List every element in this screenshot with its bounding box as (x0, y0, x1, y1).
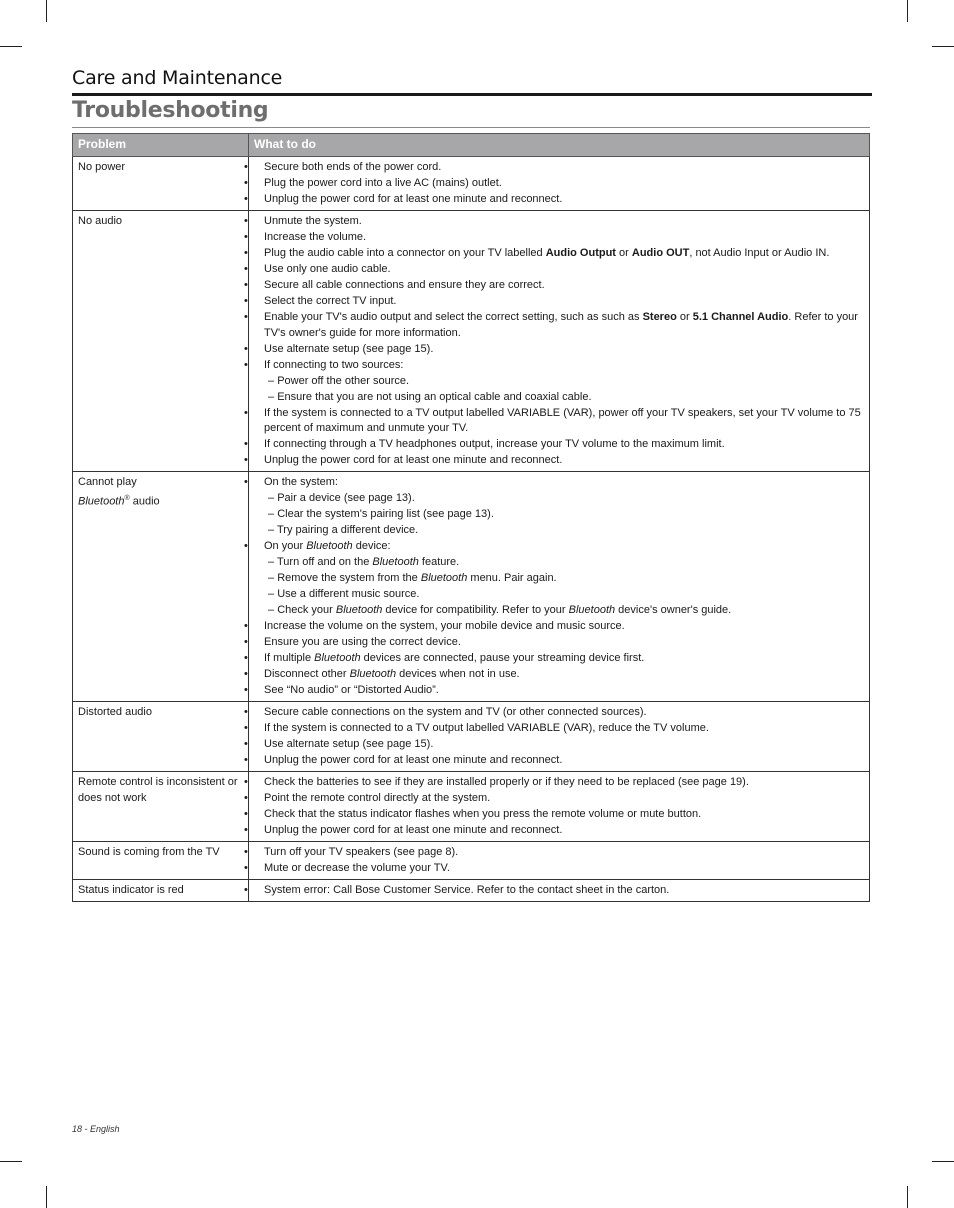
list-item: • Use alternate setup (see page 15). (244, 738, 434, 750)
list-item: • Check the batteries to see if they are installed properly or if they need to be replaced (see page 19). (244, 776, 749, 788)
list-item: • If the system is connected to a TV output labelled VARIABLE (VAR), power off your TV speakers, set your TV volume to 75 percent of maximum and unmute your TV. (244, 406, 861, 434)
actions-cell (244, 772, 870, 842)
crop-mark (46, 1186, 47, 1208)
crop-mark (0, 1161, 22, 1162)
list-item: • On the system: (244, 476, 338, 488)
list-item: • Plug the audio cable into a connector on your TV labelled Audio Output or Audio OUT, not Audio Input or Audio IN. (244, 247, 830, 259)
list-item: • Unmute the system. (244, 215, 362, 227)
column-header-what-to-do: What to do (249, 134, 870, 157)
crop-mark (932, 1161, 954, 1162)
list-item: • See “No audio” or “Distorted Audio”. (244, 684, 439, 696)
sub-list-item: – Check your Bluetooth device for compatibility. Refer to your Bluetooth device's owner's guide. (268, 604, 732, 616)
problem-cell: Remote control is inconsistent or does not work (73, 772, 249, 842)
list-item: • Use only one audio cable. (244, 263, 391, 275)
problem-cell: Distorted audio (73, 702, 249, 772)
sub-list-item: – Try pairing a different device. (268, 524, 419, 536)
actions-cell (244, 157, 870, 211)
list-item: • On your Bluetooth device: (244, 540, 391, 552)
table-row (73, 880, 870, 902)
table-row (73, 211, 870, 472)
list-item: • Enable your TV's audio output and select the correct setting, such as such as Stereo or 5.1 Channel Audio. Refer to your TV's owner's guide for more information. (244, 311, 858, 339)
crop-mark (46, 0, 47, 22)
problem-cell: Sound is coming from the TV (73, 842, 249, 880)
list-item: • Ensure you are using the correct device. (244, 636, 461, 648)
list-item: • Unplug the power cord for at least one minute and reconnect. (244, 824, 563, 836)
section-rule (72, 93, 872, 96)
crop-mark (907, 0, 908, 22)
list-item: • If connecting to two sources: (244, 358, 404, 371)
title-rule (72, 127, 870, 128)
problem-cell: Cannot play Bluetooth® audio (73, 472, 249, 702)
section-title: Care and Maintenance (72, 67, 283, 89)
list-item: • If connecting through a TV headphones output, increase your TV volume to the maximum limit. (244, 438, 725, 450)
list-item: • Plug the power cord into a live AC (mains) outlet. (244, 177, 502, 189)
table-row (73, 772, 870, 842)
table-row (73, 842, 870, 880)
column-header-problem: Problem (73, 134, 249, 157)
problem-cell: Status indicator is red (73, 880, 249, 902)
list-item: • Secure cable connections on the system and TV (or other connected sources). (244, 706, 647, 718)
actions-cell (244, 472, 870, 702)
list-item: • Secure both ends of the power cord. (244, 161, 442, 173)
problem-cell: No power (73, 157, 249, 211)
crop-mark (0, 46, 22, 47)
list-item: • Disconnect other Bluetooth devices when not in use. (244, 668, 520, 680)
crop-mark (932, 46, 954, 47)
list-item: • If the system is connected to a TV output labelled VARIABLE (VAR), reduce the TV volume. (244, 722, 709, 734)
list-item: • System error: Call Bose Customer Service. Refer to the contact sheet in the carton. (244, 884, 670, 896)
list-item: • Unplug the power cord for at least one minute and reconnect. (244, 454, 563, 466)
sub-list-item: – Turn off and on the Bluetooth feature. (268, 556, 460, 568)
table-header-row (73, 134, 870, 157)
actions-cell (244, 702, 870, 772)
list-item: • Turn off your TV speakers (see page 8). (244, 846, 459, 858)
list-item: • Increase the volume on the system, your mobile device and music source. (244, 620, 625, 632)
table-row (73, 472, 870, 702)
list-item: • Check that the status indicator flashes when you press the remote volume or mute button. (244, 808, 702, 820)
list-item: • If multiple Bluetooth devices are connected, pause your streaming device first. (244, 652, 645, 664)
list-item: • Point the remote control directly at the system. (244, 792, 491, 804)
list-item: • Use alternate setup (see page 15). (244, 342, 434, 355)
list-item: • Secure all cable connections and ensure they are correct. (244, 279, 545, 291)
page-footer: 18 - English (72, 1124, 120, 1134)
list-item: • Select the correct TV input. (244, 295, 397, 307)
sub-list-item: – Ensure that you are not using an optical cable and coaxial cable. (268, 390, 592, 403)
actions-cell (244, 880, 870, 902)
list-item: • Unplug the power cord for at least one minute and reconnect. (244, 193, 563, 205)
sub-list-item: – Use a different music source. (268, 588, 420, 600)
table-row (73, 702, 870, 772)
table-row (73, 157, 870, 211)
sub-list-item: – Power off the other source. (268, 374, 410, 387)
list-item: • Increase the volume. (244, 231, 367, 243)
list-item: • Mute or decrease the volume your TV. (244, 862, 450, 874)
problem-cell: No audio (73, 211, 249, 472)
actions-cell (244, 211, 870, 472)
sub-list-item: – Pair a device (see page 13). (268, 492, 415, 504)
crop-mark (907, 1186, 908, 1208)
page-title: Troubleshooting (72, 98, 269, 123)
sub-list-item: – Remove the system from the Bluetooth menu. Pair again. (268, 572, 557, 584)
troubleshooting-table (72, 133, 870, 902)
list-item: • Unplug the power cord for at least one minute and reconnect. (244, 754, 563, 766)
actions-cell (244, 842, 870, 880)
sub-list-item: – Clear the system's pairing list (see page 13). (268, 508, 494, 520)
